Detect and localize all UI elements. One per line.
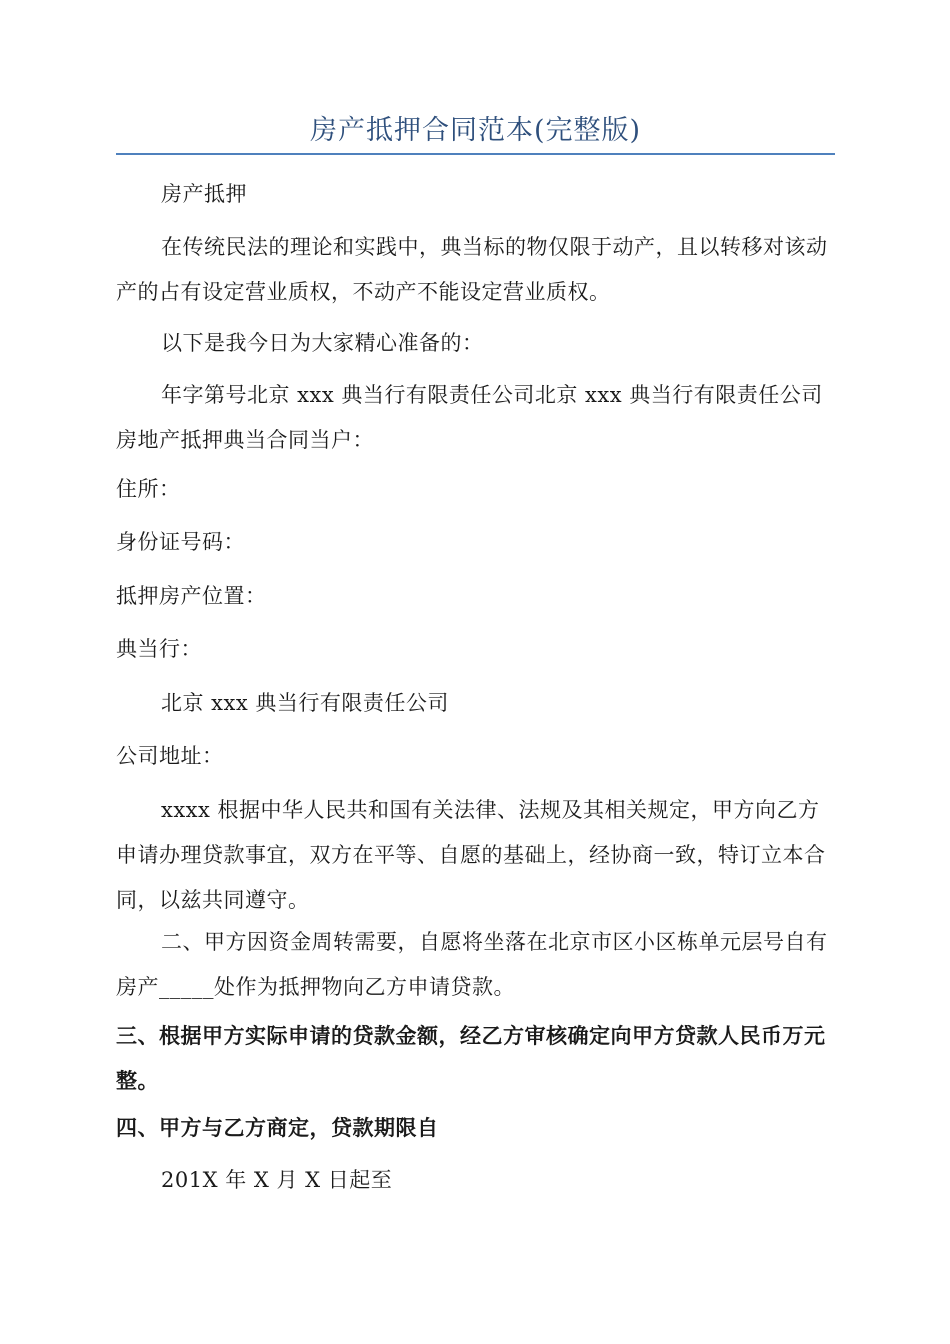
title-underline xyxy=(116,153,835,155)
document-title: 房产抵押合同范本(完整版) xyxy=(309,115,642,146)
field-property-location: 抵押房产位置： xyxy=(116,584,267,608)
paragraph-loan-start: 201X 年 X 月 X 日起至 xyxy=(161,1168,393,1192)
paragraph-intro: 在传统民法的理论和实践中，典当标的物仅限于动产，且以转移对该动产的占有设定营业质权，不动产不能设定营业质权。 xyxy=(116,235,828,304)
paragraph-clause-three: 三、根据甲方实际申请的贷款金额，经乙方审核确定向甲方贷款人民币万元整。 xyxy=(116,1023,826,1093)
field-id-number: 身份证号码： xyxy=(116,530,245,554)
paragraph-preface: 以下是我今日为大家精心准备的： xyxy=(161,331,484,355)
paragraph-clause-two: 二、甲方因资金周转需要，自愿将坐落在北京市区小区栋单元层号自有房产_____处作为抵押物向乙方申请贷款。 xyxy=(116,930,828,999)
pawnshop-name: 北京 xxx 典当行有限责任公司 xyxy=(161,691,449,715)
field-pawnshop: 典当行： xyxy=(116,637,202,661)
field-company-address: 公司地址： xyxy=(116,744,224,768)
paragraph-clause-four: 四、甲方与乙方商定，贷款期限自 xyxy=(116,1115,439,1140)
paragraph-heading: 房产抵押 xyxy=(161,182,247,206)
paragraph-clause-one: xxxx 根据中华人民共和国有关法律、法规及其相关规定，甲方向乙方申请办理贷款事宜，双方在平等、自愿的基础上，经协商一致，特订立本合同，以兹共同遵守。 xyxy=(116,798,826,912)
field-address: 住所： xyxy=(116,477,181,501)
paragraph-contract-header: 年字第号北京 xxx 典当行有限责任公司北京 xxx 典当行有限责任公司房地产抵押典当合同当户： xyxy=(116,383,823,452)
